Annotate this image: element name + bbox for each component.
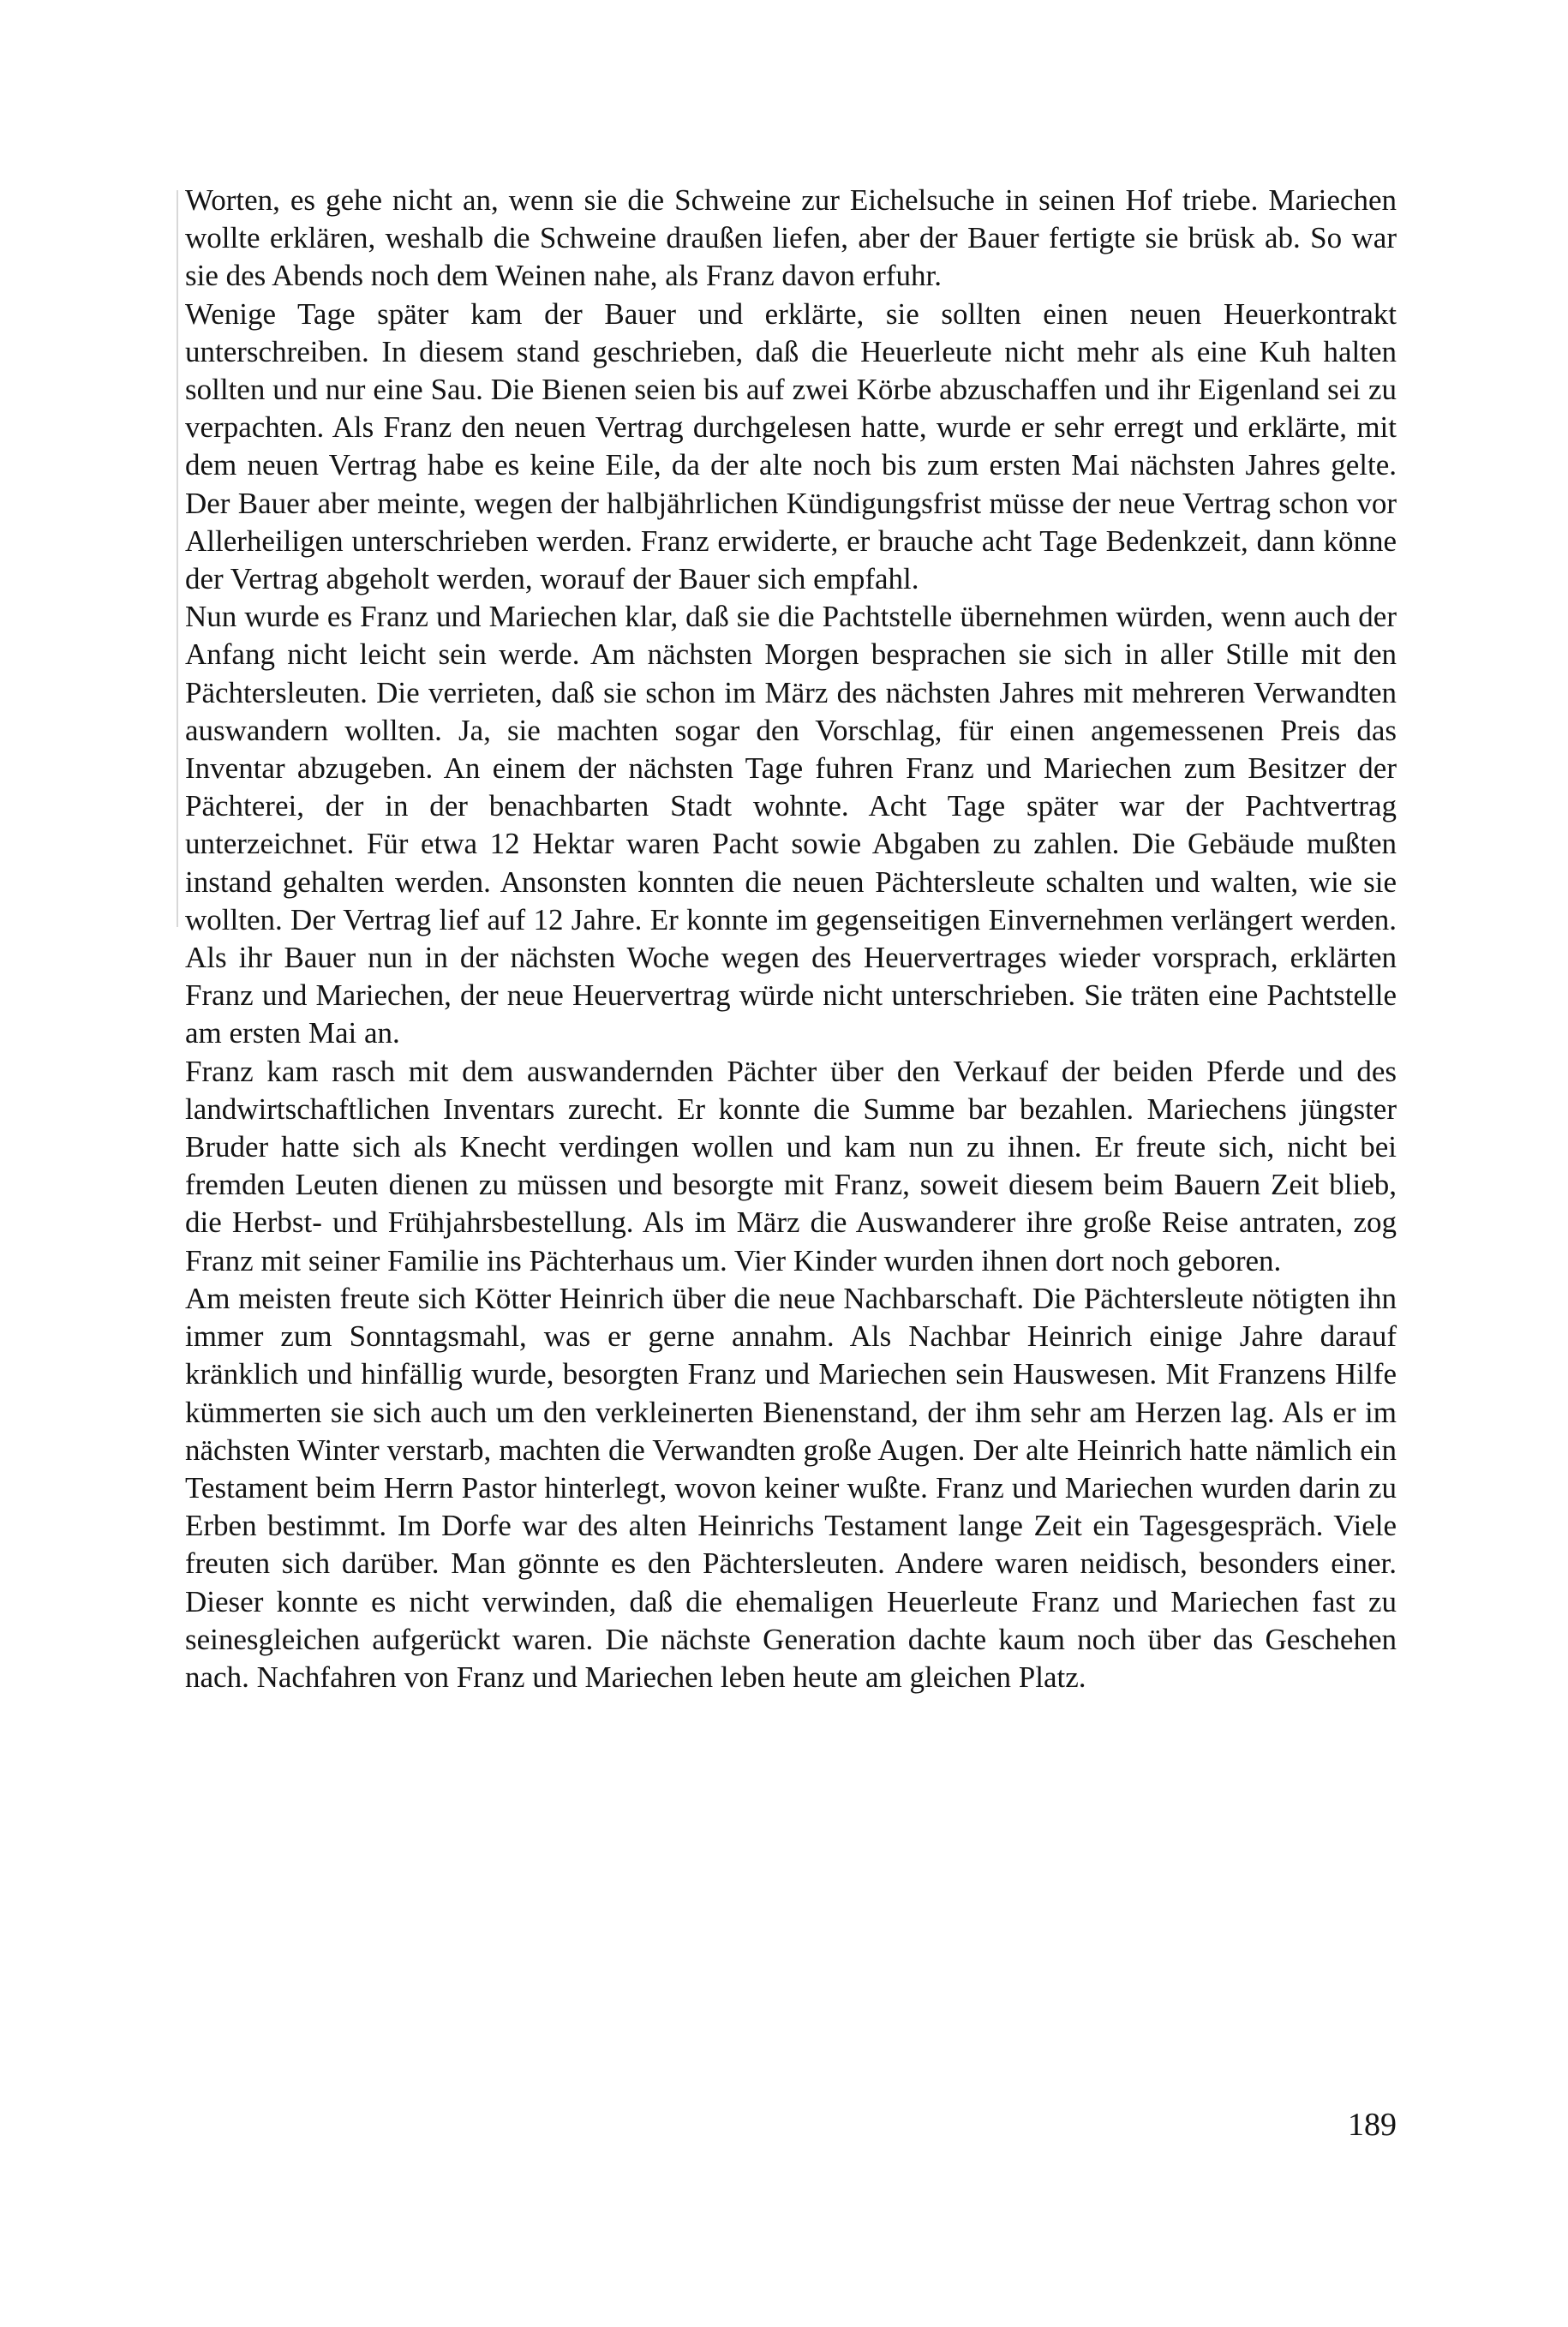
paragraph-5: Am meisten freute sich Kötter Heinrich über die neue Nachbarschaft. Die Pächtersleute nötigten ihn immer zum Sonntagsmahl, was er gerne annahm. Als Nachbar Heinrich einige Jahre darauf kränklich und hinfällig wurde, besorgten Franz und Mariechen sein Hauswesen. Mit Franzens Hilfe kümmerten sie sich auch um den verkleinerten Bienenstand, der ihm sehr am Herzen lag. Als er im nächsten Winter verstarb, machten die Verwandten große Augen. Der alte Heinrich hatte nämlich ein Testament beim Herrn Pastor hinterlegt, wovon keiner wußte. Franz und Mariechen wurden darin zu Erben bestimmt. Im Dorfe war des alten Heinrichs Testament lange Zeit ein Tagesgespräch. Viele freuten sich darüber. Man gönnte es den Pächtersleuten. Andere waren neidisch, besonders einer. Dieser konnte es nicht verwinden, daß die ehemaligen Heuerleute Franz und Mariechen fast zu seinesgleichen aufgerückt waren. Die nächste Generation dachte kaum noch über das Geschehen nach. Nachfahren von Franz und Mariechen leben heute am gleichen Platz. (185, 1281, 1397, 1694)
page-number: 189 (1348, 2107, 1397, 2143)
paragraph-3: Nun wurde es Franz und Mariechen klar, daß sie die Pachtstelle übernehmen würden, wenn auch der Anfang nicht leicht sein werde. Am nächsten Morgen besprachen sie sich in aller Stille mit den Pächtersleuten. Die verrieten, daß sie schon im März des nächsten Jahres mit mehreren Verwandten auswandern wollten. Ja, sie machten sogar den Vorschlag, für einen angemessenen Preis das Inventar abzugeben. An einem der nächsten Tage fuhren Franz und Mariechen zum Besitzer der Pächterei, der in der benachbarten Stadt wohnte. Acht Tage später war der Pachtvertrag unterzeichnet. Für etwa 12 Hektar waren Pacht sowie Abgaben zu zahlen. Die Gebäude mußten instand gehalten werden. Ansonsten konnten die neuen Pächtersleute schalten und walten, wie sie wollten. Der Vertrag lief auf 12 Jahre. Er konnte im gegenseitigen Einvernehmen verlängert werden. Als ihr Bauer nun in der nächsten Woche wegen des Heuervertrages wieder vorsprach, erklärten Franz und Mariechen, der neue Heuervertrag würde nicht unterschrieben. Sie träten eine Pachtstelle am ersten Mai an. (185, 600, 1397, 1050)
paragraph-4: Franz kam rasch mit dem auswandernden Pächter über den Verkauf der beiden Pferde und des landwirtschaftlichen Inventars zurecht. Er konnte die Summe bar bezahlen. Mariechens jüngster Bruder hatte sich als Knecht verdingen wollen und kam nun zu ihnen. Er freute sich, nicht bei fremden Leuten dienen zu müssen und besorgte mit Franz, soweit diesem beim Bauern Zeit blieb, die Herbst- und Frühjahrsbestellung. Als im März die Auswanderer ihre große Reise antraten, zog Franz mit seiner Familie ins Pächterhaus um. Vier Kinder wurden ihnen dort noch geboren. (185, 1054, 1397, 1277)
margin-rule (177, 190, 178, 927)
paragraph-1: Worten, es gehe nicht an, wenn sie die Schweine zur Eichelsuche in seinen Hof triebe. Mariechen wollte erklären, weshalb die Schweine draußen liefen, aber der Bauer fertigte sie brüsk ab. So war sie des Abends noch dem Weinen nahe, als Franz davon erfuhr. (185, 183, 1397, 293)
paragraph-2: Wenige Tage später kam der Bauer und erklärte, sie sollten einen neuen Heuerkontrakt unterschreiben. In diesem stand geschrieben, daß die Heuerleute nicht mehr als eine Kuh halten sollten und nur eine Sau. Die Bienen seien bis auf zwei Körbe abzuschaffen und ihr Eigenland sei zu verpachten. Als Franz den neuen Vertrag durchgelesen hatte, wurde er sehr erregt und erklärte, mit dem neuen Vertrag habe es keine Eile, da der alte noch bis zum ersten Mai nächsten Jahres gelte. Der Bauer aber meinte, wegen der halbjährlichen Kündigungsfrist müsse der neue Vertrag schon vor Allerheiligen unterschrieben werden. Franz erwiderte, er brauche acht Tage Bedenkzeit, dann könne der Vertrag abgeholt werden, worauf der Bauer sich empfahl. (185, 296, 1397, 596)
body-text (185, 182, 1397, 1696)
